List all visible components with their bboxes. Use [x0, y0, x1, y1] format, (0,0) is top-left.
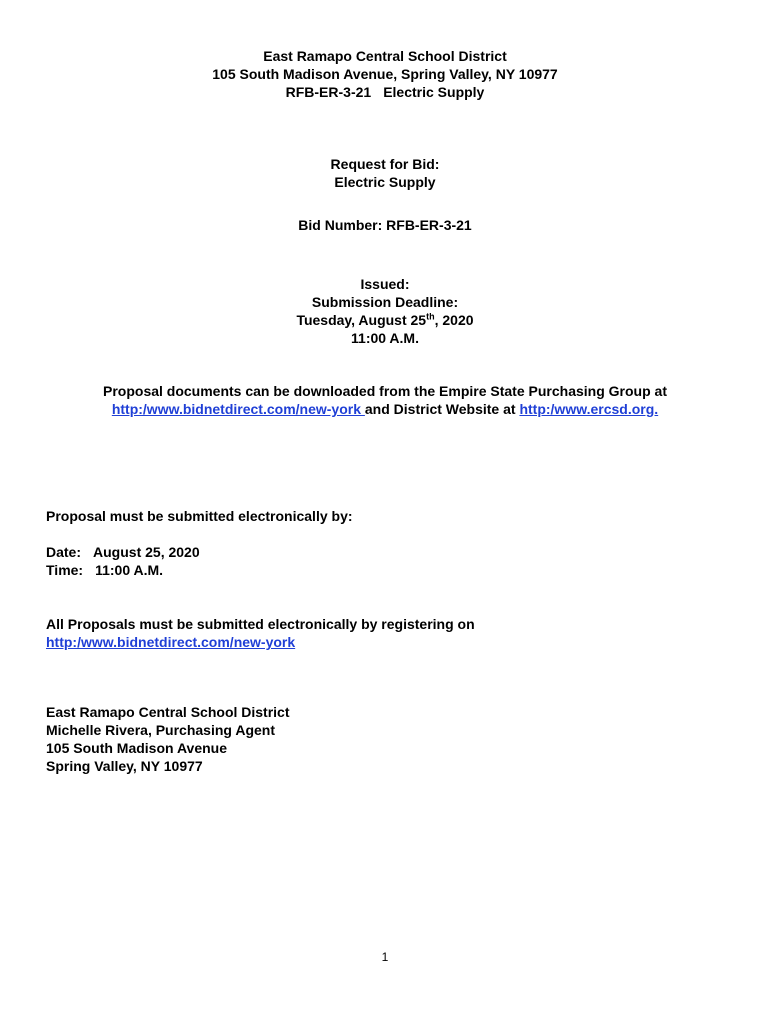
contact-org: East Ramapo Central School District — [46, 704, 290, 720]
bid-number — [0, 216, 770, 234]
header-rfb — [0, 83, 770, 101]
deadline-date-post: , 2020 — [434, 312, 474, 328]
deadline-label: Submission Deadline: — [311, 294, 459, 310]
request-line-2: Electric Supply — [334, 174, 436, 190]
submission-heading: Proposal must be submitted electronically by: — [46, 508, 353, 524]
document-header — [0, 47, 770, 101]
contact-city: Spring Valley, NY 10977 — [46, 758, 203, 774]
submission-date — [46, 543, 736, 561]
submission-date-label: Date: — [46, 544, 82, 560]
page-number: 1 — [381, 950, 389, 964]
submission-time-label: Time: — [46, 562, 84, 578]
header-rfb-title: Electric Supply — [383, 84, 485, 100]
download-paragraph — [0, 382, 770, 418]
header-address: 105 South Madison Avenue, Spring Valley, NY 10977 — [212, 66, 558, 82]
bidnet-link[interactable]: http:/www.bidnetdirect.com/new-york — [111, 401, 365, 417]
download-text-2: and District Website at — [364, 401, 520, 417]
contact-name: Michelle Rivera, Purchasing Agent — [46, 722, 275, 738]
deadline-date — [0, 311, 770, 329]
submission-heading-block — [46, 507, 736, 525]
deadline-date-sup: th — [426, 311, 435, 322]
registration-block — [46, 615, 736, 651]
submission-details — [46, 543, 736, 579]
header-org: East Ramapo Central School District — [263, 48, 507, 64]
submission-date-value: August 25, 2020 — [93, 544, 200, 560]
submission-time-value: 11:00 A.M. — [95, 562, 164, 578]
issued-label: Issued: — [360, 276, 410, 292]
issued-block — [0, 275, 770, 347]
registration-link-line — [46, 633, 736, 651]
request-title — [0, 155, 770, 191]
registration-link[interactable]: http:/www.bidnetdirect.com/new-york — [46, 634, 296, 650]
contact-block — [46, 703, 736, 775]
deadline-time: 11:00 A.M. — [351, 330, 419, 346]
submission-time — [46, 561, 736, 579]
contact-street: 105 South Madison Avenue — [46, 740, 227, 756]
ercsd-link[interactable]: http:/www.ercsd.org. — [519, 401, 659, 417]
request-line-1: Request for Bid: — [330, 156, 440, 172]
registration-text: All Proposals must be submitted electronically by registering on — [46, 616, 475, 632]
download-text-1: Proposal documents can be downloaded from the Empire State Purchasing Group at — [103, 383, 667, 399]
header-rfb-code: RFB-ER-3-21 — [285, 84, 372, 100]
deadline-date-pre: Tuesday, August 25 — [296, 312, 427, 328]
download-line-2 — [0, 400, 770, 418]
bid-number-text: Bid Number: RFB-ER-3-21 — [298, 217, 472, 233]
